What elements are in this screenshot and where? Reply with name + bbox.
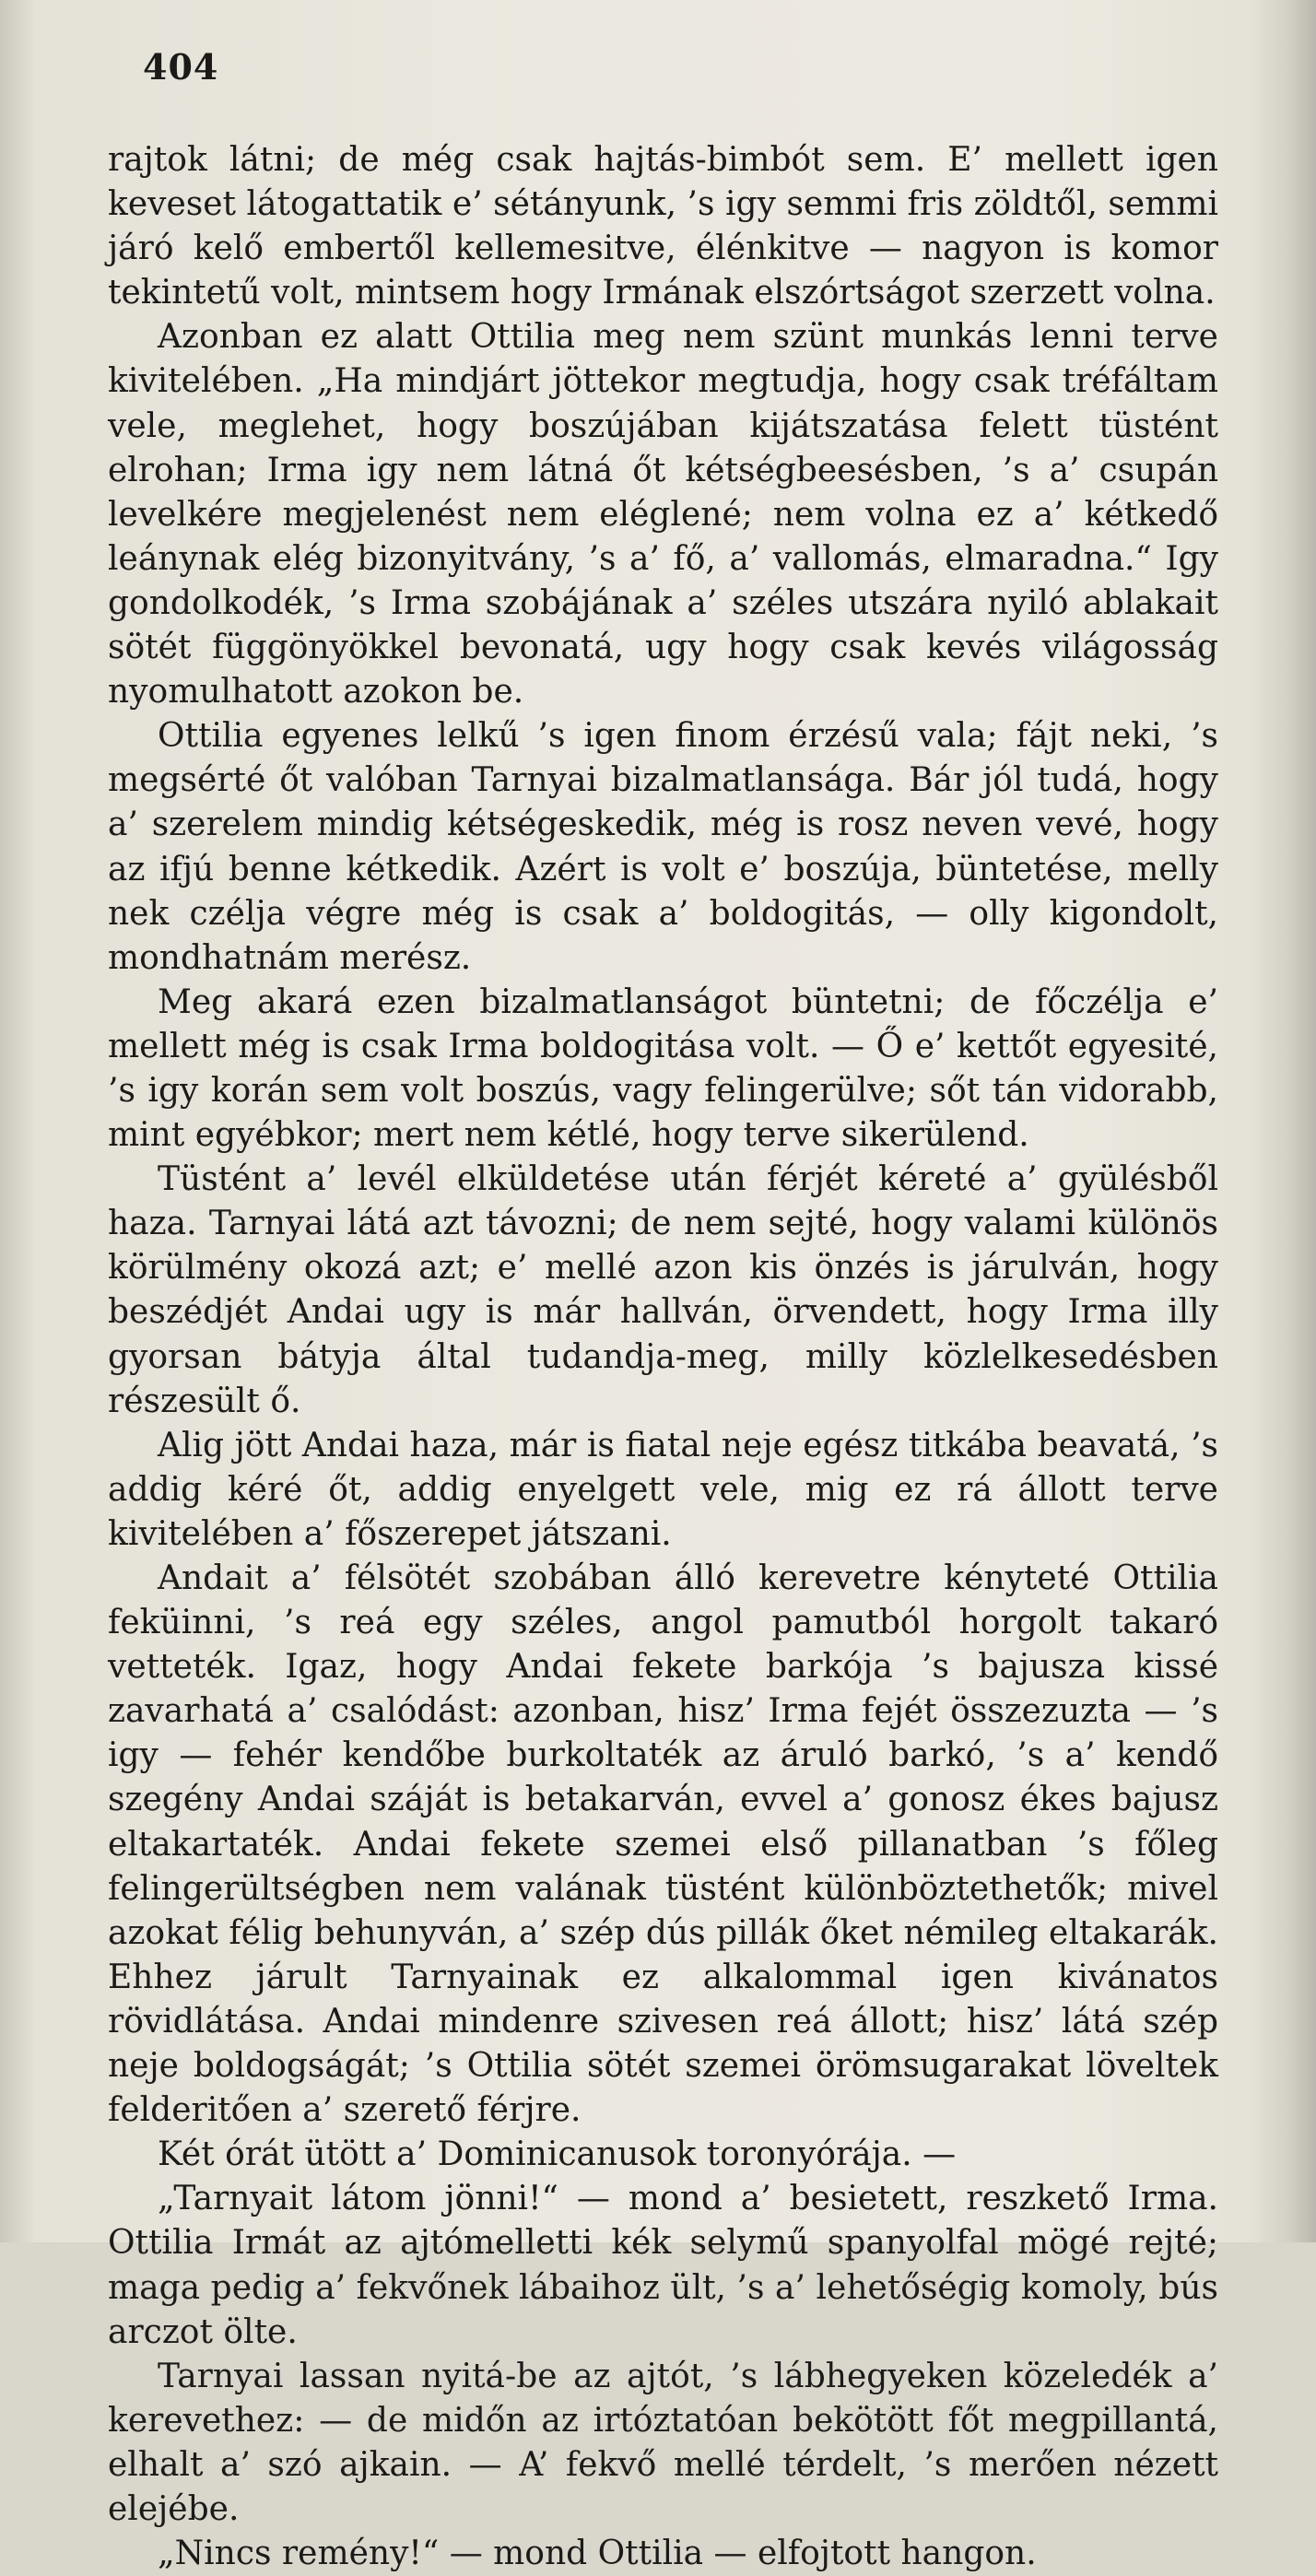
paragraph: „Tarnyait látom jönni!“ — mond a’ besietett, reszkető Irma. Ottilia Irmát az ajtómelletti kék selymű spanyolfal mögé rejté; maga pedig a’ fekvőnek lábaihoz ült, ’s a’ lehetőségig komoly, bús arczot ölte. (108, 2180, 1218, 2351)
spine-shadow (1251, 0, 1316, 2242)
paragraph: rajtok látni; de még csak hajtás-bimbót sem. E’ mellett igen keveset látogattatik e’ sétányunk, ’s igy semmi fris zöldtől, semmi járó kelő embertől kellemesitve, élénkitve — nagyon is komor tekintetű volt, mintsem hogy Irmának elszórtságot szerzett volna. (108, 141, 1218, 312)
paragraph: Andait a’ félsötét szobában álló kerevetre kényteté Ottilia feküinni, ’s reá egy széles, angol pamutból horgolt takaró vetteték. Igaz, hogy Andai fekete barkója ’s bajusza kissé zavarhatá a’ csalódást: azonban, hisz’ Irma fejét összezuzta — ’s igy — fehér kendőbe burkoltaték az áruló barkó, ’s a’ kendő szegény Andai száját is betakarván, evvel a’ gonosz ékes bajusz eltakartaték. Andai fekete szemei első pillanatban ’s főleg felingerültségben nem valának tüstént különböztethetők; mivel azokat félig behunyván, a’ szép dús pillák őket némileg eltakarák. Ehhez járult Tarnyainak ez alkalommal igen kivánatos rövidlátása. Andai mindenre szivesen reá állott; hisz’ látá szép neje boldogságát; ’s Ottilia sötét szemei örömsugarakat löveltek felderitően a’ szerető férjre. (108, 1559, 1218, 2130)
page-edge-shadow (0, 0, 37, 2242)
paragraph: Alig jött Andai haza, már is fiatal neje egész titkába beavatá, ’s addig kéré őt, addig enyelgett vele, mig ez rá állott terve kivitelében a’ főszerepet játszani. (108, 1426, 1218, 1553)
paragraph: Tarnyai lassan nyitá-be az ajtót, ’s lábhegyeken közeledék a’ kerevethez: — de midőn az irtóztatóan bekötött főt megpillantá, elhalt a’ szó ajkain. — A’ fekvő mellé térdelt, ’s merően nézett elejébe. (108, 2357, 1218, 2528)
paragraph: Tüstént a’ levél elküldetése után férjét kéreté a’ gyülésből haza. Tarnyai látá azt távozni; de nem sejté, hogy valami különös körülmény okozá azt; e’ mellé azon kis önzés is járulván, hogy beszédjét Andai ugy is már hallván, örvendett, hogy Irma illy gyorsan bátyja által tudandja-meg, milly közlelkesedésben részesült ő. (108, 1160, 1218, 1420)
paragraph: Ottilia egyenes lelkű ’s igen finom érzésű vala; fájt neki, ’s megsérté őt valóban Tarnyai bizalmatlansága. Bár jól tudá, hogy a’ szerelem mindig kétségeskedik, még is rosz neven vevé, hogy az ifjú benne kétkedik. Azért is volt e’ boszúja, büntetése, melly nek czélja végre még is csak a’ boldogitás, — olly kigondolt, mondhatnám merész. (108, 717, 1218, 977)
paragraph: Azonban ez alatt Ottilia meg nem szünt munkás lenni terve kivitelében. „Ha mindjárt jöttekor megtudja, hogy csak tréfáltam vele, meglehet, hogy boszújában kijátszatása felett tüstént elrohan; Irma igy nem látná őt kétségbeesésben, ’s a’ csupán levelkére megjelenést nem eléglené; nem volna ez a’ kétkedő leánynak elég bizonyitvány, ’s a’ fő, a’ vallomás, elmaradna.“ Igy gondolkodék, ’s Irma szobájának a’ széles utszára nyiló ablakait sötét függönyökkel bevonatá, ugy hogy csak kevés világosság nyomulhatott azokon be. (108, 318, 1218, 712)
body-text (108, 138, 1218, 2576)
paragraph: „Nincs remény!“ — mond Ottilia — elfojtott hangon. (158, 2535, 1037, 2573)
paragraph: Két órát ütött a’ Dominicanusok toronyórája. — (158, 2135, 957, 2174)
paragraph: Meg akará ezen bizalmatlanságot büntetni; de főczélja e’ mellett még is csak Irma boldogitása volt. — Ő e’ kettőt egyesité, ’s igy korán sem volt boszús, vagy felingerülve; sőt tán vidorabb, mint egyébkor; mert nem kétlé, hogy terve sikerülend. (108, 982, 1218, 1155)
page-number: 404 (143, 46, 219, 88)
